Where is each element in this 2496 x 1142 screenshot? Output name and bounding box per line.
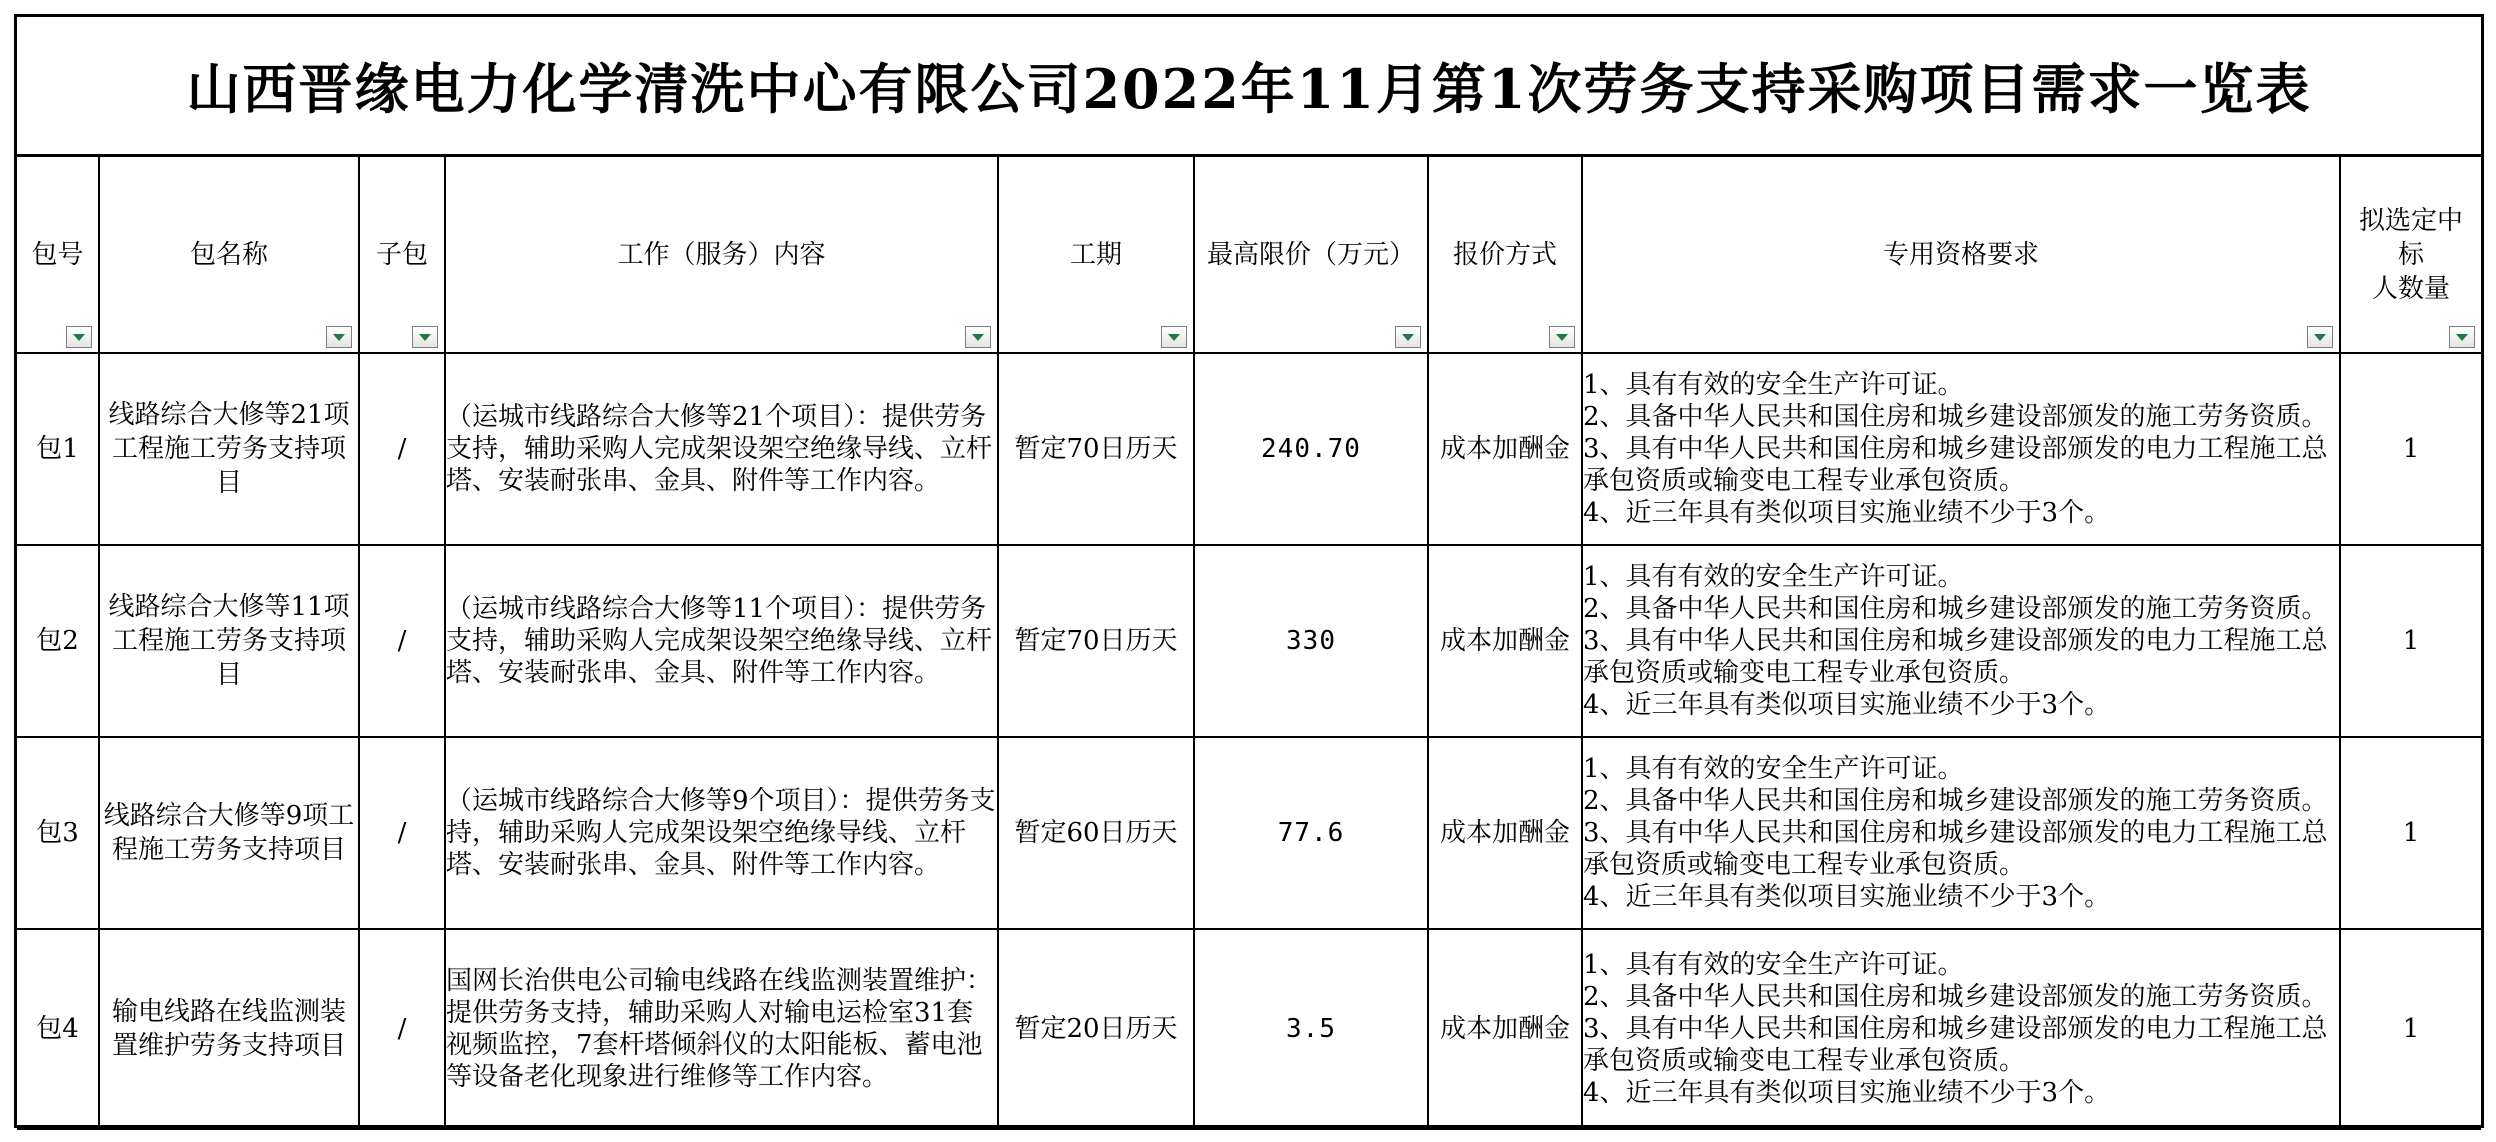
header-package-name: 包名称 xyxy=(99,157,359,353)
header-package-no: 包号 xyxy=(17,157,99,353)
table-row[interactable] xyxy=(17,353,2481,545)
cell-winner-count[interactable]: 1 xyxy=(2340,929,2481,1129)
header-max-price: 最高限价（万元） xyxy=(1194,157,1428,353)
cell-quote-method[interactable]: 成本加酬金 xyxy=(1428,737,1582,929)
cell-work-content[interactable]: （运城市线路综合大修等11个项目）：提供劳务支持，辅助采购人完成架设架空绝缘导线、立杆塔、安装耐张串、金具、附件等工作内容。 xyxy=(445,545,998,737)
cell-quote-method[interactable]: 成本加酬金 xyxy=(1428,929,1582,1129)
cell-max-price[interactable]: 77.6 xyxy=(1194,737,1428,929)
cell-package-name[interactable]: 线路综合大修等9项工程施工劳务支持项目 xyxy=(99,737,359,929)
filter-dropdown-icon[interactable] xyxy=(1395,326,1421,348)
filter-dropdown-icon[interactable] xyxy=(1549,326,1575,348)
procurement-sheet xyxy=(14,14,2484,1128)
cell-max-price[interactable]: 330 xyxy=(1194,545,1428,737)
header-duration: 工期 xyxy=(998,157,1194,353)
cell-package-no[interactable]: 包2 xyxy=(17,545,99,737)
filter-dropdown-icon[interactable] xyxy=(1161,326,1187,348)
cell-work-content[interactable]: （运城市线路综合大修等21个项目）：提供劳务支持，辅助采购人完成架设架空绝缘导线、立杆塔、安装耐张串、金具、附件等工作内容。 xyxy=(445,353,998,545)
cell-qualification[interactable]: 1、具有有效的安全生产许可证。 2、具备中华人民共和国住房和城乡建设部颁发的施工劳务资质。 3、具有中华人民共和国住房和城乡建设部颁发的电力工程施工总 承包资质或输变电工程专业承包资质。 4、近三年具有类似项目实施业绩不少于3个。 xyxy=(1582,353,2340,545)
cell-duration[interactable]: 暂定70日历天 xyxy=(998,545,1194,737)
cell-sub-package[interactable]: / xyxy=(359,737,445,929)
requirements-table xyxy=(17,157,2481,1130)
filter-dropdown-icon[interactable] xyxy=(326,326,352,348)
filter-dropdown-icon[interactable] xyxy=(412,326,438,348)
cell-qualification[interactable]: 1、具有有效的安全生产许可证。 2、具备中华人民共和国住房和城乡建设部颁发的施工劳务资质。 3、具有中华人民共和国住房和城乡建设部颁发的电力工程施工总 承包资质或输变电工程专业承包资质。 4、近三年具有类似项目实施业绩不少于3个。 xyxy=(1582,545,2340,737)
sheet-title: 山西晋缘电力化学清洗中心有限公司2022年11月第1次劳务支持采购项目需求一览表 xyxy=(17,17,2481,157)
header-sub-package: 子包 xyxy=(359,157,445,353)
table-row[interactable] xyxy=(17,545,2481,737)
cell-package-name[interactable]: 输电线路在线监测装置维护劳务支持项目 xyxy=(99,929,359,1129)
cell-sub-package[interactable]: / xyxy=(359,353,445,545)
header-qualification: 专用资格要求 xyxy=(1582,157,2340,353)
cell-work-content[interactable]: （运城市线路综合大修等9个项目）：提供劳务支持，辅助采购人完成架设架空绝缘导线、立杆塔、安装耐张串、金具、附件等工作内容。 xyxy=(445,737,998,929)
cell-work-content[interactable]: 国网长治供电公司输电线路在线监测装置维护：提供劳务支持，辅助采购人对输电运检室31套视频监控，7套杆塔倾斜仪的太阳能板、蓄电池等设备老化现象进行维修等工作内容。 xyxy=(445,929,998,1129)
cell-winner-count[interactable]: 1 xyxy=(2340,737,2481,929)
table-row[interactable] xyxy=(17,929,2481,1129)
table-row[interactable] xyxy=(17,737,2481,929)
cell-package-no[interactable]: 包4 xyxy=(17,929,99,1129)
cell-max-price[interactable]: 3.5 xyxy=(1194,929,1428,1129)
cell-max-price[interactable]: 240.70 xyxy=(1194,353,1428,545)
header-winner-count: 拟选定中标 人数量 xyxy=(2340,157,2481,353)
cell-quote-method[interactable]: 成本加酬金 xyxy=(1428,545,1582,737)
filter-dropdown-icon[interactable] xyxy=(2449,326,2475,348)
cell-winner-count[interactable]: 1 xyxy=(2340,545,2481,737)
cell-sub-package[interactable]: / xyxy=(359,929,445,1129)
cell-quote-method[interactable]: 成本加酬金 xyxy=(1428,353,1582,545)
filter-dropdown-icon[interactable] xyxy=(965,326,991,348)
cell-winner-count[interactable]: 1 xyxy=(2340,353,2481,545)
cell-duration[interactable]: 暂定20日历天 xyxy=(998,929,1194,1129)
cell-package-no[interactable]: 包3 xyxy=(17,737,99,929)
cell-package-name[interactable]: 线路综合大修等21项工程施工劳务支持项目 xyxy=(99,353,359,545)
header-quote-method: 报价方式 xyxy=(1428,157,1582,353)
cell-package-no[interactable]: 包1 xyxy=(17,353,99,545)
cell-qualification[interactable]: 1、具有有效的安全生产许可证。 2、具备中华人民共和国住房和城乡建设部颁发的施工劳务资质。 3、具有中华人民共和国住房和城乡建设部颁发的电力工程施工总 承包资质或输变电工程专业承包资质。 4、近三年具有类似项目实施业绩不少于3个。 xyxy=(1582,929,2340,1129)
cell-sub-package[interactable]: / xyxy=(359,545,445,737)
filter-dropdown-icon[interactable] xyxy=(66,326,92,348)
header-row xyxy=(17,157,2481,353)
cell-duration[interactable]: 暂定60日历天 xyxy=(998,737,1194,929)
filter-dropdown-icon[interactable] xyxy=(2307,326,2333,348)
cell-duration[interactable]: 暂定70日历天 xyxy=(998,353,1194,545)
cell-package-name[interactable]: 线路综合大修等11项工程施工劳务支持项目 xyxy=(99,545,359,737)
header-work-content: 工作（服务）内容 xyxy=(445,157,998,353)
cell-qualification[interactable]: 1、具有有效的安全生产许可证。 2、具备中华人民共和国住房和城乡建设部颁发的施工劳务资质。 3、具有中华人民共和国住房和城乡建设部颁发的电力工程施工总 承包资质或输变电工程专业承包资质。 4、近三年具有类似项目实施业绩不少于3个。 xyxy=(1582,737,2340,929)
